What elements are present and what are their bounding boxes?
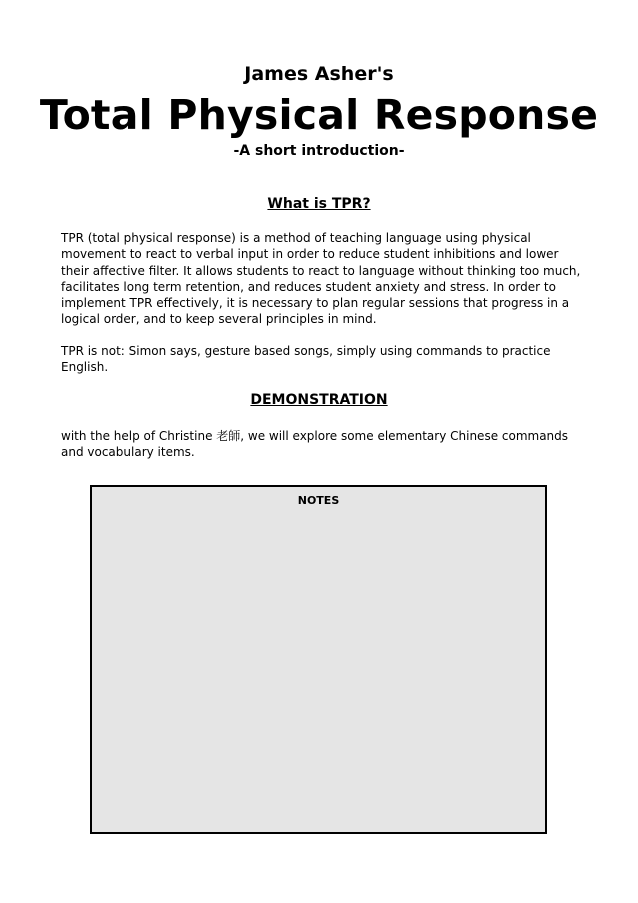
tpr-is-not-paragraph: TPR is not: Simon says, gesture based songs, simply using commands to practice English. bbox=[61, 344, 551, 375]
tpr-definition-paragraph: TPR (total physical response) is a method of teaching language using physical movement to react to verbal input in order to reduce student inhibitions and lower their affective filter. It allows students to react to language without thinking too much, facilitates long term retention, and reduces student anxiety and stress. In order to implement TPR effectively, it is necessary to plan regular sessions that progress in a logical order, and to keep several principles in mind. bbox=[61, 231, 581, 327]
section-heading-what-is-tpr: What is TPR? bbox=[267, 196, 371, 212]
notes-label: NOTES bbox=[297, 494, 340, 507]
section-heading-demonstration: DEMONSTRATION bbox=[250, 392, 388, 408]
demonstration-paragraph: with the help of Christine 老師, we will explore some elementary Chinese commands and vocabulary items. bbox=[61, 429, 569, 460]
page-subtitle: -A short introduction- bbox=[233, 143, 405, 159]
notes-box[interactable] bbox=[90, 485, 547, 834]
author-line: James Asher's bbox=[244, 63, 394, 85]
page-title: Total Physical Response bbox=[39, 91, 599, 139]
